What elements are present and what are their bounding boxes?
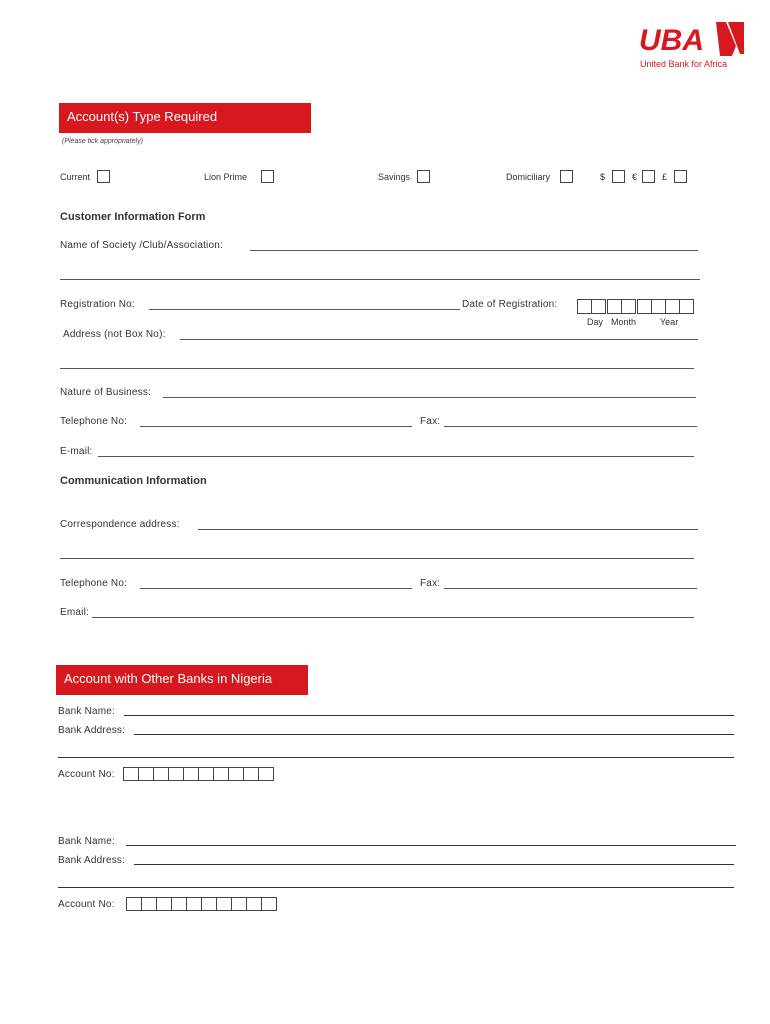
comm-telephone-label: Telephone No:: [60, 578, 128, 589]
account-digit-box[interactable]: [171, 897, 187, 911]
customer-info-heading: Customer Information Form: [60, 211, 206, 223]
account-digit-box[interactable]: [153, 767, 169, 781]
date-month-caption: Month: [611, 317, 637, 327]
logo-mark-icon: [714, 20, 746, 56]
account-digit-box[interactable]: [126, 897, 142, 911]
account-digit-box[interactable]: [261, 897, 277, 911]
address-field-line2[interactable]: [60, 368, 694, 369]
comm-email-field[interactable]: [92, 617, 694, 618]
currency-euro-label: €: [632, 172, 638, 182]
option-lion-prime-label: Lion Prime: [204, 172, 248, 182]
nature-of-business-field[interactable]: [163, 397, 696, 398]
date-year-box[interactable]: [679, 299, 694, 314]
bank1-address-label: Bank Address:: [58, 725, 126, 736]
option-current-label: Current: [60, 172, 91, 182]
email-field[interactable]: [98, 456, 694, 457]
date-of-registration-label: Date of Registration:: [462, 299, 558, 310]
bank2-account-no-label: Account No:: [58, 899, 115, 910]
bank2-address-field[interactable]: [134, 864, 734, 865]
comm-telephone-field[interactable]: [140, 588, 412, 589]
date-day-box[interactable]: [591, 299, 606, 314]
account-digit-box[interactable]: [138, 767, 154, 781]
option-savings-label: Savings: [378, 172, 411, 182]
telephone-field[interactable]: [140, 426, 412, 427]
registration-no-field[interactable]: [149, 309, 460, 310]
currency-dollar-label: $: [600, 172, 606, 182]
option-savings-checkbox[interactable]: [417, 170, 430, 183]
email-label: E-mail:: [60, 446, 93, 457]
account-digit-box[interactable]: [183, 767, 199, 781]
account-digit-box[interactable]: [156, 897, 172, 911]
communication-heading: Communication Information: [60, 475, 207, 487]
bank2-address-label: Bank Address:: [58, 855, 126, 866]
bank1-account-no-label: Account No:: [58, 769, 115, 780]
account-digit-box[interactable]: [186, 897, 202, 911]
account-digit-box[interactable]: [246, 897, 262, 911]
bank1-address-field-line2[interactable]: [58, 757, 734, 758]
date-of-registration-boxes[interactable]: [578, 299, 694, 314]
date-year-box[interactable]: [665, 299, 680, 314]
society-name-field-line2[interactable]: [60, 279, 700, 280]
bank1-name-field[interactable]: [124, 715, 734, 716]
comm-fax-label: Fax:: [420, 578, 441, 589]
option-domiciliary-checkbox[interactable]: [560, 170, 573, 183]
uba-logo: [636, 18, 746, 68]
correspondence-address-field[interactable]: [198, 529, 698, 530]
bank2-account-no-boxes[interactable]: [127, 897, 277, 911]
comm-email-label: Email:: [60, 607, 89, 618]
account-digit-box[interactable]: [201, 897, 217, 911]
currency-dollar-checkbox[interactable]: [612, 170, 625, 183]
account-digit-box[interactable]: [168, 767, 184, 781]
bank2-name-field[interactable]: [126, 845, 736, 846]
bank2-address-field-line2[interactable]: [58, 887, 734, 888]
date-year-box[interactable]: [637, 299, 652, 314]
account-digit-box[interactable]: [231, 897, 247, 911]
nature-of-business-label: Nature of Business:: [60, 387, 152, 398]
correspondence-address-field-line2[interactable]: [60, 558, 694, 559]
logo-wordmark: UBA: [639, 24, 704, 57]
registration-no-label: Registration No:: [60, 299, 135, 310]
bank1-name-label: Bank Name:: [58, 706, 116, 717]
date-year-box[interactable]: [651, 299, 666, 314]
correspondence-address-label: Correspondence address:: [60, 519, 180, 530]
tick-note: (Please tick appropriately): [62, 138, 143, 145]
account-digit-box[interactable]: [141, 897, 157, 911]
account-digit-box[interactable]: [123, 767, 139, 781]
date-day-box[interactable]: [577, 299, 592, 314]
currency-pound-label: £: [662, 172, 668, 182]
option-lion-prime-checkbox[interactable]: [261, 170, 274, 183]
account-digit-box[interactable]: [216, 897, 232, 911]
account-type-banner: Account(s) Type Required: [59, 103, 311, 133]
account-digit-box[interactable]: [258, 767, 274, 781]
date-day-caption: Day: [587, 317, 604, 327]
bank1-account-no-boxes[interactable]: [124, 767, 274, 781]
date-year-caption: Year: [660, 317, 679, 327]
option-domiciliary-label: Domiciliary: [506, 172, 551, 182]
society-name-field[interactable]: [250, 250, 698, 251]
fax-label: Fax:: [420, 416, 441, 427]
account-digit-box[interactable]: [198, 767, 214, 781]
currency-euro-checkbox[interactable]: [642, 170, 655, 183]
account-digit-box[interactable]: [213, 767, 229, 781]
currency-pound-checkbox[interactable]: [674, 170, 687, 183]
account-digit-box[interactable]: [228, 767, 244, 781]
bank1-address-field[interactable]: [134, 734, 734, 735]
society-name-label: Name of Society /Club/Association:: [60, 240, 223, 251]
logo-tagline: United Bank for Africa: [640, 59, 728, 69]
account-digit-box[interactable]: [243, 767, 259, 781]
date-month-box[interactable]: [607, 299, 622, 314]
comm-fax-field[interactable]: [444, 588, 697, 589]
date-month-box[interactable]: [621, 299, 636, 314]
other-banks-banner: Account with Other Banks in Nigeria: [56, 665, 308, 695]
address-label: Address (not Box No):: [63, 329, 166, 340]
address-field[interactable]: [180, 339, 698, 340]
bank2-name-label: Bank Name:: [58, 836, 116, 847]
option-current-checkbox[interactable]: [97, 170, 110, 183]
telephone-label: Telephone No:: [60, 416, 128, 427]
fax-field[interactable]: [444, 426, 697, 427]
